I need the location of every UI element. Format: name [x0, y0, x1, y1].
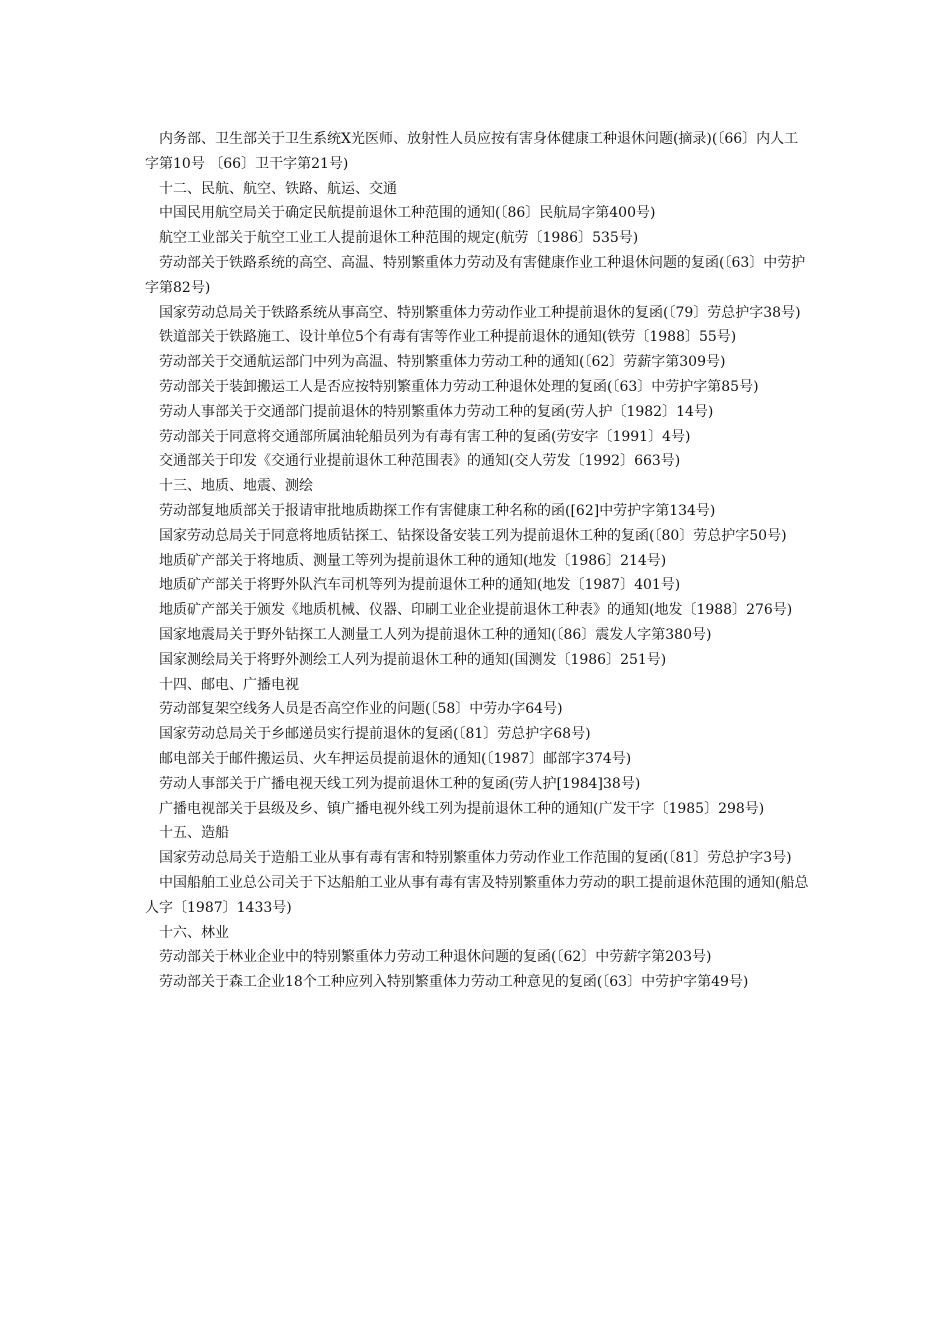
paragraph: 地质矿产部关于颁发《地质机械、仪器、印刷工业企业提前退休工种表》的通知(地发〔1988〕276号): [159, 602, 793, 619]
paragraph: 国家地震局关于野外钻探工人测量工人列为提前退休工种的通知(〔86〕震发人字第380号): [159, 626, 712, 643]
paragraph: 广播电视部关于县级及乡、镇广播电视外线工列为提前退休工种的通知(广发干字〔1985〕298号): [159, 800, 765, 817]
paragraph: 邮电部关于邮件搬运员、火车押运员提前退休的通知(〔1987〕邮部字374号): [159, 750, 632, 767]
paragraph: 劳动部关于交通航运部门中列为高温、特别繁重体力劳动工种的通知(〔62〕劳薪字第309号): [159, 354, 726, 371]
paragraph: 地质矿产部关于将地质、测量工等列为提前退休工种的通知(地发〔1986〕214号): [159, 552, 667, 569]
paragraph: 地质矿产部关于将野外队汽车司机等列为提前退休工种的通知(地发〔1987〕401号): [159, 577, 681, 594]
section-heading: 十六、林业: [159, 924, 229, 941]
paragraph: 劳动部复架空线务人员是否高空作业的问题(〔58〕中劳办字64号): [159, 701, 563, 718]
paragraph: 劳动部关于装卸搬运工人是否应按特别繁重体力劳动工种退休处理的复函(〔63〕中劳护字第85号): [159, 378, 759, 395]
paragraph: 劳动部关于林业企业中的特别繁重体力劳动工种退休问题的复函(〔62〕中劳薪字第203号): [159, 949, 712, 966]
paragraph: 铁道部关于铁路施工、设计单位5个有毒有害等作业工种提前退休的通知(铁劳〔1988〕55号): [159, 329, 737, 346]
section-heading: 十四、邮电、广播电视: [159, 676, 299, 693]
document-body: [145, 127, 810, 995]
paragraph: 劳动部关于铁路系统的高空、高温、特别繁重体力劳动及有害健康作业工种退休问题的复函(〔63〕中劳护字第82号): [145, 254, 806, 296]
paragraph: 中国船舶工业总公司关于下达船舶工业从事有毒有害及特别繁重体力劳动的职工提前退休范围的通知(船总人字〔1987〕1433号): [145, 874, 809, 916]
paragraph: 国家劳动总局关于乡邮递员实行提前退休的复函(〔81〕劳总护字68号): [159, 726, 591, 743]
paragraph: 中国民用航空局关于确定民航提前退休工种范围的通知(〔86〕民航局字第400号): [159, 205, 656, 222]
paragraph: 劳动部复地质部关于报请审批地质勘探工作有害健康工种名称的函([62]中劳护字第134号): [159, 502, 716, 519]
paragraph: 劳动人事部关于广播电视天线工列为提前退休工种的复函(劳人护[1984]38号): [159, 775, 641, 792]
paragraph: 国家测绘局关于将野外测绘工人列为提前退休工种的通知(国测发〔1986〕251号): [159, 651, 667, 668]
section-heading: 十五、造船: [159, 825, 229, 842]
paragraph: 内务部、卫生部关于卫生系统Ⅹ光医师、放射性人员应按有害身体健康工种退休问题(摘录)(〔66〕内人工字第10号 〔66〕卫干字第21号): [145, 131, 799, 172]
paragraph: 国家劳动总局关于同意将地质钻探工、钻探设备安装工列为提前退休工种的复函(〔80〕劳总护字50号): [159, 527, 787, 544]
section-heading: 十二、民航、航空、铁路、航运、交通: [159, 180, 397, 197]
paragraph: 劳动人事部关于交通部门提前退休的特别繁重体力劳动工种的复函(劳人护〔1982〕14号): [159, 403, 714, 420]
paragraph: 劳动部关于森工企业18个工种应列入特别繁重体力劳动工种意见的复函(〔63〕中劳护字第49号): [159, 974, 749, 991]
paragraph: 劳动部关于同意将交通部所属油轮船员列为有毒有害工种的复函(劳安字〔1991〕4号): [159, 428, 691, 445]
paragraph: 交通部关于印发《交通行业提前退休工种范围表》的通知(交人劳发〔1992〕663号): [159, 453, 681, 470]
paragraph: 航空工业部关于航空工业工人提前退休工种范围的规定(航劳〔1986〕535号): [159, 230, 639, 247]
section-heading: 十三、地质、地震、测绘: [159, 478, 313, 495]
paragraph: 国家劳动总局关于铁路系统从事高空、特别繁重体力劳动作业工种提前退休的复函(〔79〕劳总护字38号): [159, 304, 801, 321]
paragraph: 国家劳动总局关于造船工业从事有毒有害和特别繁重体力劳动作业工作范围的复函(〔81〕劳总护字3号): [159, 850, 792, 867]
